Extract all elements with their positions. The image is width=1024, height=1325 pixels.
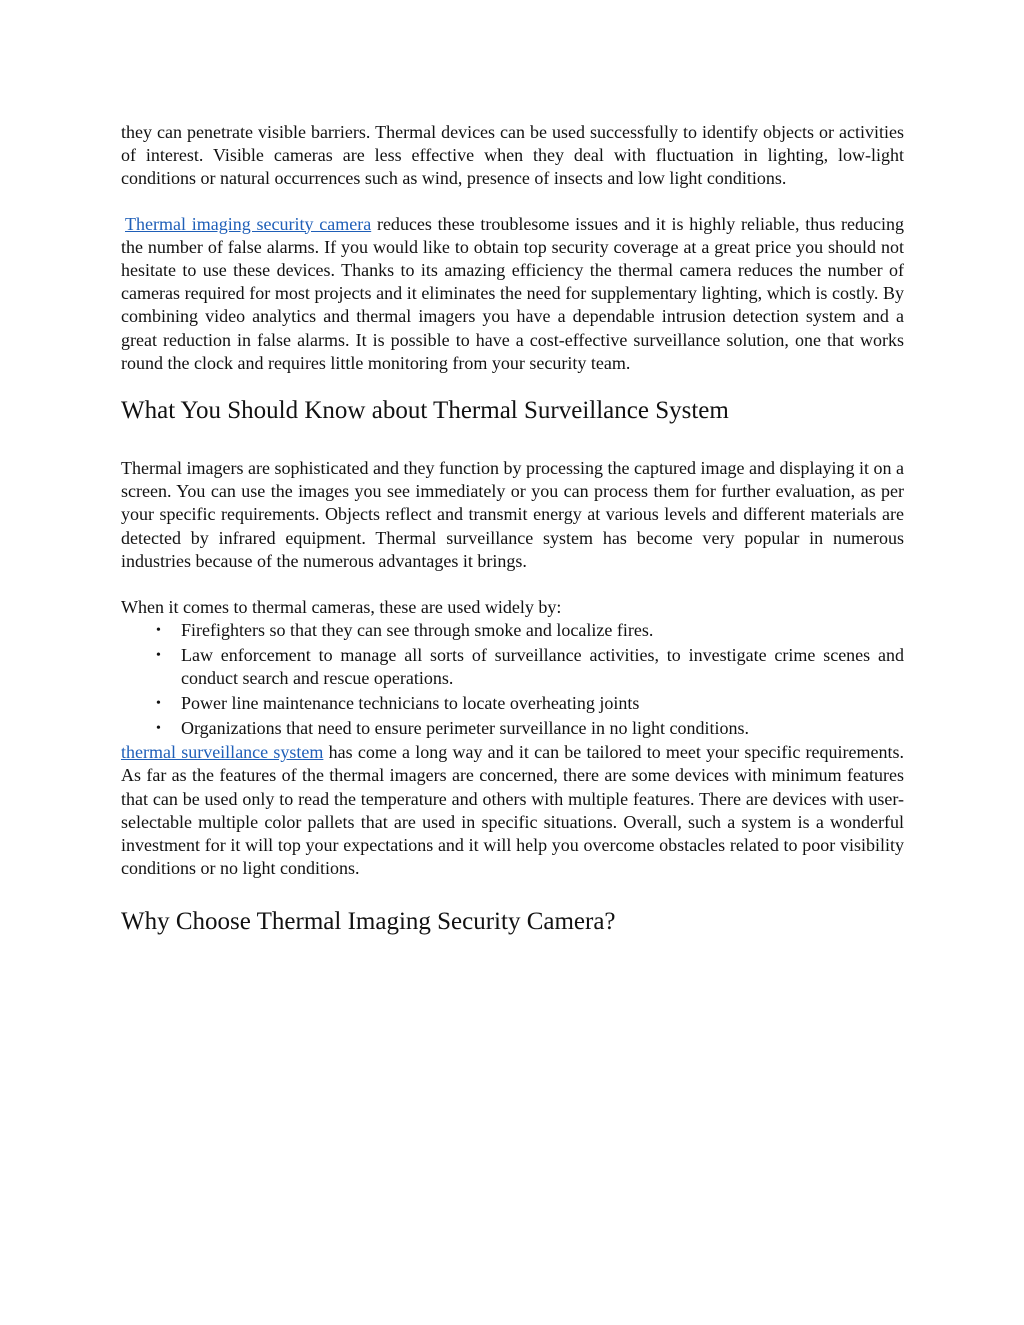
list-item-text: Firefighters so that they can see through smoke and localize fires. <box>181 620 654 641</box>
list-item <box>121 692 904 715</box>
bullet-icon: • <box>156 720 161 736</box>
list-item-text: Power line maintenance technicians to locate overheating joints <box>181 692 640 713</box>
list-item-text: Law enforcement to manage all sorts of surveillance activities, to investigate crime scenes and conduct search and rescue operations. <box>181 644 904 689</box>
thermal-surveillance-system-link[interactable]: thermal surveillance system <box>121 742 324 763</box>
paragraph-surveillance-system <box>121 741 904 880</box>
list-intro: When it comes to thermal cameras, these are used widely by: <box>121 597 562 618</box>
document-page <box>121 121 904 937</box>
list-item-text: Organizations that need to ensure perimeter surveillance in no light conditions. <box>181 717 750 738</box>
bullet-icon: • <box>156 647 161 663</box>
thermal-imaging-security-camera-link[interactable]: Thermal imaging security camera <box>125 213 372 234</box>
users-list <box>121 619 904 740</box>
heading-why-choose: Why Choose Thermal Imaging Security Camera? <box>121 908 616 936</box>
paragraph-thermal-camera <box>121 213 904 375</box>
paragraph-barriers: they can penetrate visible barriers. Thermal devices can be used successfully to identify objects or activities of interest. Visible cameras are less effective when they deal with fluctuation in lighting, low-light conditions or natural occurrences such as wind, presence of insects and low light conditions. <box>121 122 904 189</box>
list-item <box>121 717 904 740</box>
paragraph-thermal-imagers: Thermal imagers are sophisticated and they function by processing the captured image and displaying it on a screen. You can use the images you see immediately or you can process them for further evaluation, as per your specific requirements. Objects reflect and transmit energy at various levels and different materials are detected by infrared equipment. Thermal surveillance system has become very popular in numerous industries because of the numerous advantages it brings. <box>121 458 904 571</box>
list-item <box>121 619 904 642</box>
list-item <box>121 644 904 690</box>
paragraph-thermal-camera-text: reduces these troublesome issues and it is highly reliable, thus reducing the number of false alarms. If you would like to obtain top security coverage at a great price you should not hesitate to use these devices. Thanks to its amazing efficiency the thermal camera reduces the number of cameras required for most projects and it eliminates the need for supplementary lighting, which is costly. By combining video analytics and thermal imagers you have a dependable intrusion detection system and a great reduction in false alarms. It is possible to have a cost-effective surveillance solution, one that works round the clock and requires little monitoring from your security team. <box>121 213 904 373</box>
bullet-icon: • <box>156 623 161 639</box>
paragraph-surveillance-system-text: has come a long way and it can be tailored to meet your specific requirements. As far as the features of the thermal imagers are concerned, there are some devices with minimum features that can be used only to read the temperature and others with multiple features. There are devices with user-selectable multiple color pallets that are used in specific situations. Overall, such a system is a wonderful investment for it will top your expectations and it will help you overcome obstacles related to poor visibility conditions or no light conditions. <box>121 742 905 879</box>
bullet-icon: • <box>156 695 161 711</box>
heading-what-you-should-know: What You Should Know about Thermal Surveillance System <box>121 397 729 425</box>
